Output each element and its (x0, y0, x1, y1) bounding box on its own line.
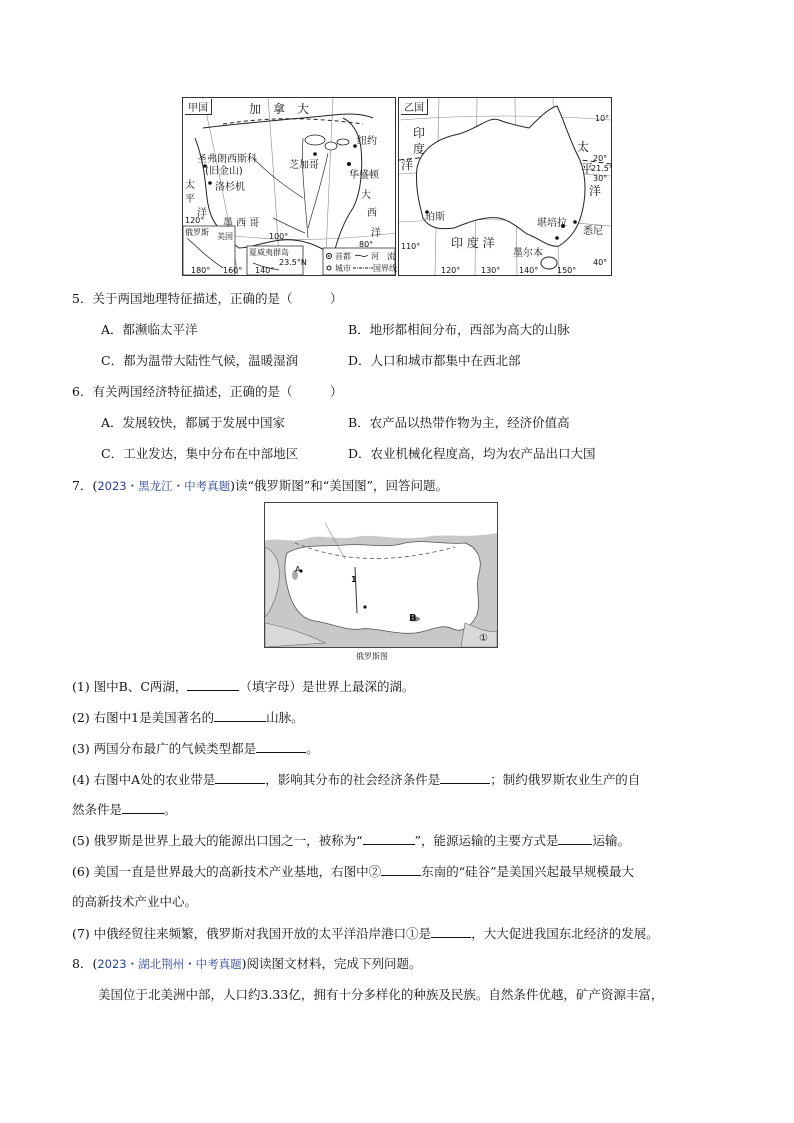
label-washington: 华盛顿 (349, 170, 379, 181)
russia-label-b: B (409, 613, 417, 624)
q7-source[interactable]: 2023・黑龙江・中考真题 (97, 479, 231, 493)
label-lat-21-5: 21.5° (591, 164, 613, 173)
q7-p4-text-e: 。 (164, 802, 177, 817)
q7-part-2 (72, 709, 304, 726)
label-hawaii: 夏威夷群岛 (249, 248, 289, 257)
q7-p5-blank-2[interactable] (558, 832, 592, 845)
label-atlantic-1: 大 (361, 190, 371, 201)
label-lat-10: 10° (595, 114, 610, 123)
label-lat-30: 30° (593, 174, 608, 183)
russia-map-shapes (265, 503, 497, 647)
q7-part-7 (72, 925, 659, 942)
label-lon-110: 110° (401, 242, 421, 251)
russia-label-a: A (295, 565, 301, 574)
q6-option-a: A．发展较快，都属于发展中国家 (101, 415, 286, 430)
q6-option-b: B．农产品以热带作物为主，经济价值高 (348, 415, 570, 430)
q7-p7-text-b: ，大大促进我国东北经济的发展。 (471, 926, 659, 941)
q8-stem (72, 956, 422, 972)
legend-capital: 首都 (335, 252, 351, 261)
label-pacific-3: 洋 (197, 208, 207, 219)
map-usa (182, 97, 396, 276)
label-new-york: 纽约 (357, 136, 377, 147)
q7-p6-blank[interactable] (381, 863, 421, 876)
label-indian-bottom: 印 度 洋 (451, 236, 495, 250)
label-atlantic-3: 洋 (371, 228, 381, 239)
q7-p4-blank-2[interactable] (440, 771, 490, 784)
q7-stem (72, 478, 448, 494)
q7-part-3 (72, 740, 319, 757)
label-lon-120: 120° (185, 216, 205, 225)
map-tag-yi: 乙国 (401, 99, 428, 115)
russia-label-1: 1 (351, 575, 357, 584)
label-lon-160: 160° (223, 266, 243, 275)
q8-paragraph: 美国位于北美洲中部，人口约3.33亿，拥有十分多样化的种族及民族。自然条件优越，矿产资源丰富， (98, 987, 664, 1002)
label-lon-100: 100° (269, 232, 289, 241)
q7-part-6 (72, 863, 634, 880)
q6-option-c: C．工业发达，集中分布在中部地区 (101, 446, 299, 461)
q5-option-a: A．都濒临太平洋 (101, 322, 198, 337)
label-indian-v2: 度 (413, 142, 426, 156)
q7-p4-blank-1[interactable] (215, 771, 265, 784)
q6-option-d: D．农业机械化程度高，均为农产品出口大国 (348, 446, 596, 461)
q7-p1-text-a: (1) 图中B、C两湖， (72, 679, 188, 694)
label-russia-inset: 俄罗斯 (185, 228, 209, 237)
q7-p2-text-a: (2) 右图中1是美国著名的 (72, 710, 215, 725)
q7-part-4 (72, 771, 640, 788)
label-lon-80: 80° (359, 240, 374, 249)
legend-river: 河 流 (371, 252, 395, 261)
label-melbourne: 墨尔本 (513, 248, 543, 259)
q7-number: 7．( (72, 478, 98, 493)
label-lon-150: 150° (557, 266, 577, 275)
label-lon-140: 140° (255, 266, 275, 275)
q6-stem: 6．有关两国经济特征描述，正确的是（ ） (72, 384, 343, 399)
russia-map-caption: 俄罗斯图 (356, 652, 388, 661)
map-russia (264, 502, 498, 648)
q7-part-6-cont: 的高新技术产业中心。 (72, 894, 198, 909)
q7-p5-text-b: ”，能源运输的主要方式是 (414, 833, 559, 848)
q7-p3-text-a: (3) 两国分布最广的气候类型都是 (72, 741, 257, 756)
label-mexico: 墨 西 哥 (223, 218, 260, 229)
legend-city: 城市 (335, 264, 351, 273)
q7-p5-text-c: 运输。 (592, 833, 630, 848)
q7-p3-text-b: 。 (306, 741, 319, 756)
q7-p6-text-a: (6) 美国一直是世界最大的高新技术产业基地，右图中② (72, 864, 382, 879)
q7-p4-text-c: ；制约俄罗斯农业生产的自 (490, 772, 641, 787)
label-usa-inset: 美国 (217, 232, 233, 241)
q7-p2-blank[interactable] (214, 709, 266, 722)
russia-label-circle-1: ① (479, 633, 488, 644)
label-lon-120: 120° (441, 266, 461, 275)
australia-map-shapes (399, 98, 611, 275)
q7-p4-text-a: (4) 右图中A处的农业带是 (72, 772, 216, 787)
label-perth: 珀斯 (425, 212, 445, 223)
q8-instruction: )阅读图文材料，完成下列问题。 (241, 956, 422, 971)
q7-p7-blank[interactable] (431, 925, 471, 938)
q7-p4-text-b: ，影响其分布的社会经济条件是 (265, 772, 441, 787)
label-lon-130: 130° (481, 266, 501, 275)
label-pacific-3: 洋 (589, 184, 602, 198)
map-australia (398, 97, 612, 276)
q7-p5-text-a: (5) 俄罗斯是世界上最大的能源出口国之一，被称为“ (72, 833, 363, 848)
label-pacific-2: 平 (185, 194, 195, 205)
label-canberra: 堪培拉 (537, 218, 567, 229)
q7-part-1 (72, 678, 414, 695)
label-canada: 加 拿 大 (249, 102, 310, 116)
legend-border: 国界线 (373, 264, 397, 273)
label-indian-v1: 印 (413, 126, 426, 140)
q8-number: 8．( (72, 956, 98, 971)
label-indian-v3: 洋 (401, 158, 414, 172)
q7-part-5 (72, 832, 630, 849)
q7-p3-blank[interactable] (256, 740, 306, 753)
q7-p7-text-a: (7) 中俄经贸往来频繁，俄罗斯对我国开放的太平洋沿岸港口①是 (72, 926, 432, 941)
label-pacific-1: 太 (185, 180, 195, 191)
q7-p1-blank[interactable] (187, 678, 239, 691)
q7-p4-blank-3[interactable] (122, 801, 164, 814)
q7-p1-text-b: （填字母）是世界上最深的湖。 (239, 679, 415, 694)
label-lon-140: 140° (519, 266, 539, 275)
map-tag-jia: 甲国 (185, 99, 212, 115)
label-san-francisco: 圣弗朗西斯科 (197, 154, 257, 165)
label-sydney: 悉尼 (583, 226, 603, 237)
q5-option-d: D．人口和城市都集中在西北部 (348, 353, 521, 368)
q5-option-b: B．地形都相间分布，西部为高大的山脉 (348, 322, 570, 337)
q7-instruction: )读“俄罗斯图”和“美国图”，回答问题。 (230, 478, 449, 493)
q7-p5-blank-1[interactable] (363, 832, 415, 845)
q8-source[interactable]: 2023・湖北荆州・中考真题 (97, 957, 242, 971)
q5-option-c: C．都为温带大陆性气候，温暖湿润 (101, 353, 299, 368)
label-chicago: 芝加哥 (289, 160, 319, 171)
label-atlantic-2: 西 (367, 208, 377, 219)
q7-part-4-cont (72, 801, 177, 818)
label-lat-20: 20° (593, 154, 608, 163)
q7-p2-text-b: 山脉。 (266, 710, 304, 725)
label-san-francisco-2: (旧金山) (205, 166, 243, 177)
label-lat-40: 40° (593, 258, 608, 267)
label-pacific-2: 平 (581, 162, 594, 176)
label-lon-180: 180° (191, 266, 211, 275)
q5-stem: 5．关于两国地理特征描述，正确的是（ ） (72, 291, 343, 306)
label-los-angeles: 洛杉机 (215, 182, 245, 193)
label-pacific-1: 太 (577, 140, 590, 154)
q7-p4-text-d: 然条件是 (72, 802, 123, 817)
q7-p6-text-b: 东南的“硅谷”是美国兴起最早规模最大 (421, 864, 634, 879)
label-lat-23: 23.5°N (279, 258, 307, 267)
